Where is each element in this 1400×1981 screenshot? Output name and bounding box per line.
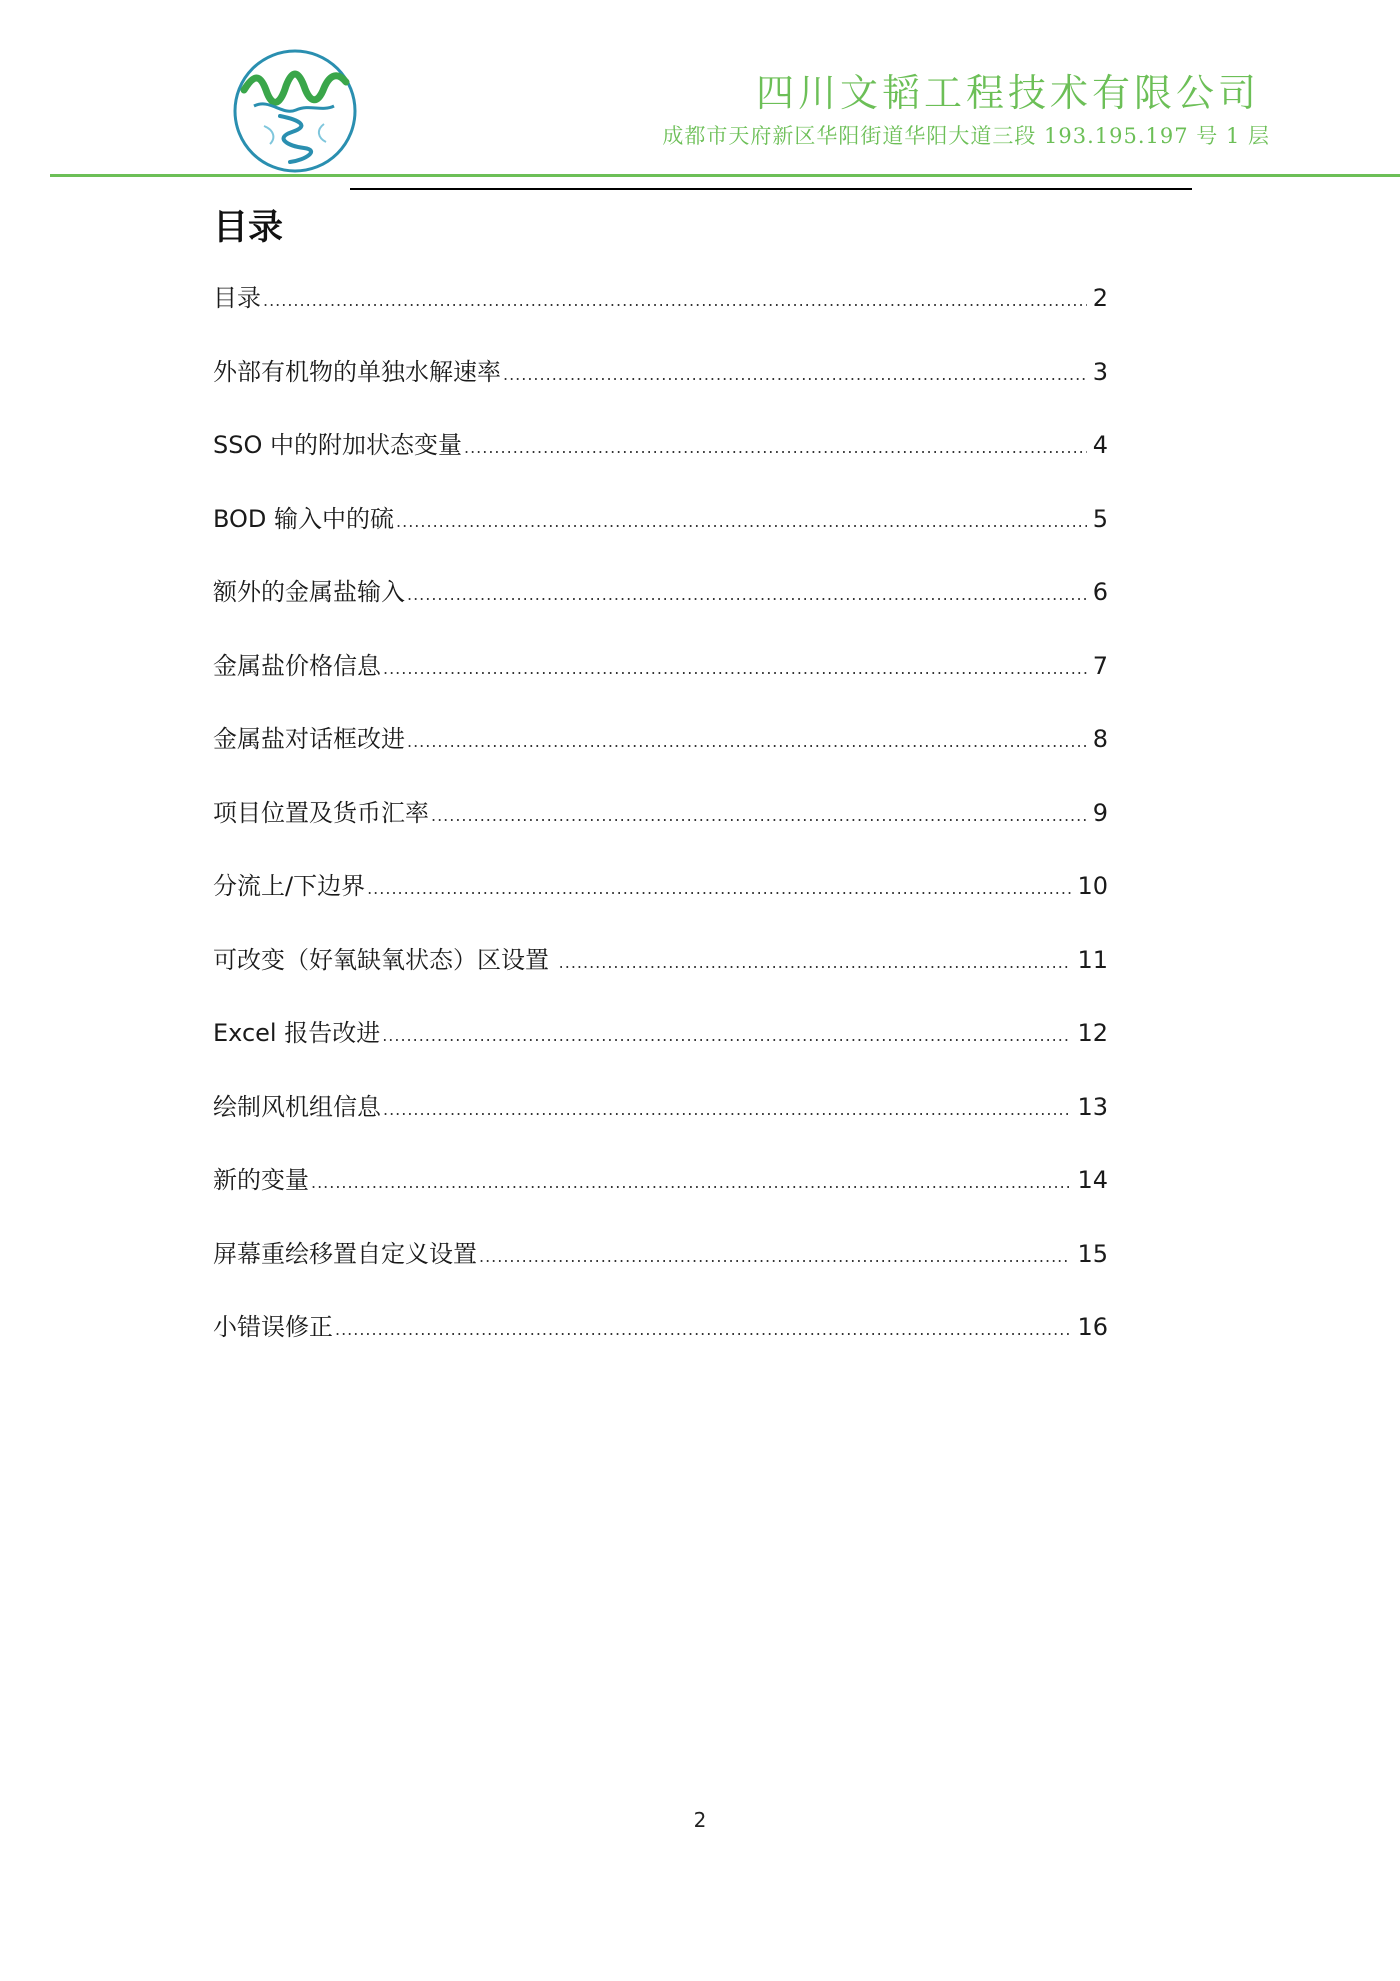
toc-leader-dots [559,953,1072,972]
toc-entry-15[interactable] [213,1307,1108,1381]
toc-leader-dots [263,291,1087,310]
toc-entry-page: 16 [1077,1313,1108,1341]
toc-leader-dots [407,732,1087,751]
toc-list [213,278,1108,1381]
company-logo-icon [230,46,360,176]
toc-leader-dots [464,438,1087,457]
toc-entry-13[interactable] [213,1160,1108,1234]
header-divider-black [350,188,1192,190]
toc-entry-page: 9 [1092,798,1108,827]
toc-entry-title: Excel 报告改进 [213,1019,381,1047]
toc-entry-4[interactable] [213,499,1108,573]
toc-entry-6[interactable] [213,646,1108,720]
toc-leader-dots [503,365,1087,384]
toc-entry-page: 3 [1092,357,1108,386]
toc-leader-dots [479,1247,1071,1266]
toc-leader-dots [383,659,1087,678]
company-name: 四川文韬工程技术有限公司 [755,71,1260,115]
toc-entry-page: 7 [1092,651,1108,680]
toc-entry-14[interactable] [213,1234,1108,1308]
toc-entry-title: 目录 [213,284,261,312]
toc-entry-page: 11 [1077,945,1108,974]
toc-entry-11[interactable] [213,1013,1108,1087]
toc-entry-page: 4 [1092,431,1108,459]
page-number: 2 [693,1808,707,1832]
toc-leader-dots [367,879,1071,898]
toc-entry-title: 可改变（好氧缺氧状态）区设置 [213,945,557,974]
toc-entry-page: 10 [1077,872,1108,900]
toc-entry-title: 金属盐价格信息 [213,651,381,680]
toc-entry-page: 6 [1092,578,1108,606]
toc-entry-title: 分流上/下边界 [213,872,366,900]
toc-entry-page: 14 [1077,1166,1108,1194]
toc-entry-page: 5 [1092,504,1108,533]
toc-leader-dots [396,512,1087,531]
toc-entry-title: 屏幕重绘移置自定义设置 [213,1239,477,1268]
toc-entry-title: 新的变量 [213,1166,309,1194]
toc-entry-title: 绘制风机组信息 [213,1092,381,1121]
toc-entry-8[interactable] [213,793,1108,867]
toc-leader-dots [431,806,1087,825]
toc-entry-title: 项目位置及货币汇率 [213,798,429,827]
company-address: 成都市天府新区华阳街道华阳大道三段 193.195.197 号 1 层 [662,124,1270,148]
toc-entry-10[interactable] [213,940,1108,1014]
toc-entry-title: 额外的金属盐输入 [213,578,405,606]
toc-entry-9[interactable] [213,866,1108,940]
toc-leader-dots [383,1100,1071,1119]
toc-leader-dots [335,1320,1071,1339]
toc-entry-3[interactable] [213,425,1108,499]
toc-heading: 目录 [213,208,284,248]
toc-entry-title: SSO 中的附加状态变量 [213,431,462,459]
toc-entry-title: 金属盐对话框改进 [213,725,405,753]
toc-entry-12[interactable] [213,1087,1108,1161]
toc-entry-page: 8 [1092,725,1108,753]
toc-entry-2[interactable] [213,352,1108,426]
toc-leader-dots [382,1026,1071,1045]
toc-entry-1[interactable] [213,278,1108,352]
toc-entry-7[interactable] [213,719,1108,793]
header-divider-green [50,174,1400,177]
toc-entry-title: 外部有机物的单独水解速率 [213,357,501,386]
toc-entry-title: BOD 输入中的硫 [213,504,395,533]
toc-leader-dots [407,585,1087,604]
toc-entry-title: 小错误修正 [213,1313,333,1341]
toc-entry-page: 12 [1077,1019,1108,1047]
toc-entry-page: 13 [1077,1092,1108,1121]
toc-entry-page: 2 [1092,284,1108,312]
toc-entry-page: 15 [1077,1239,1108,1268]
toc-leader-dots [311,1173,1071,1192]
toc-entry-5[interactable] [213,572,1108,646]
